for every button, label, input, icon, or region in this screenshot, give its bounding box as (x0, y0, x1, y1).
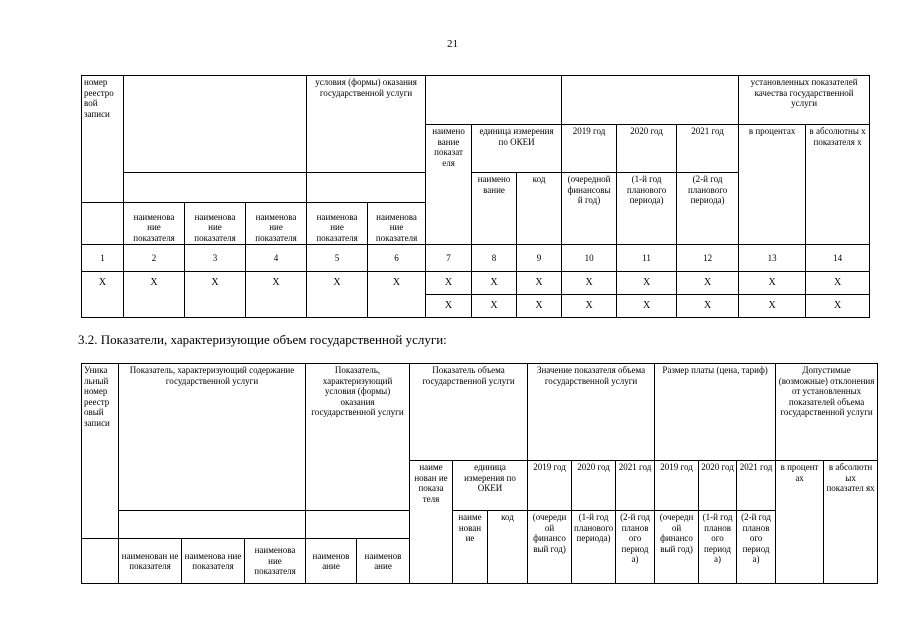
column-number: 7 (426, 245, 472, 272)
column-number: 3 (185, 245, 246, 272)
column-number: 1 (82, 245, 124, 272)
cell-x: X (185, 272, 246, 318)
column-number: 6 (368, 245, 426, 272)
column-number: 9 (517, 245, 562, 272)
cell-x: X (426, 295, 472, 318)
cell-x: X (472, 272, 517, 295)
header-indicator-4: наименова ние показателя (307, 203, 368, 245)
header-2021-sub: (2-й год планового периода) (677, 173, 739, 245)
cell-x: X (562, 272, 617, 295)
cell-x: X (246, 272, 307, 318)
cell-x: X (517, 272, 562, 295)
header-content-3: наименова ние показателя (245, 539, 306, 584)
section-heading: 3.2. Показатели, характеризующие объем государственной услуги: (78, 332, 447, 347)
header-absolute: в абсолютны х показателя х (806, 125, 870, 245)
header-percent: в процент ах (776, 461, 824, 584)
table-row (82, 272, 870, 295)
header-unit: единица измерения по ОКЕИ (453, 461, 528, 511)
cell-x: X (739, 295, 806, 318)
quality-indicators-table (81, 75, 870, 318)
header-indicator-5: наименова ние показателя (368, 203, 426, 245)
cell-x: X (677, 272, 739, 295)
column-number: 2 (124, 245, 185, 272)
cell-x: X (472, 295, 517, 318)
column-number: 8 (472, 245, 517, 272)
header-2019: 2019 год (562, 125, 617, 173)
header-fee-2021-sub: (2-й год планов ого период а) (737, 511, 776, 584)
header-2020: 2020 год (617, 125, 677, 173)
header-2019-sub: (очередной финансовы й год) (562, 173, 617, 245)
cell-x: X (562, 295, 617, 318)
header-unit-code: код (517, 173, 562, 245)
header-indicator-3: наименова ние показателя (246, 203, 307, 245)
page-number: 21 (447, 38, 458, 50)
header-unit-code: код (488, 511, 528, 584)
column-number: 14 (806, 245, 870, 272)
cell-x: X (368, 272, 426, 318)
column-number: 10 (562, 245, 617, 272)
header-volume-indicator: Показатель объема государственной услуги (410, 364, 528, 461)
column-number: 12 (677, 245, 739, 272)
header-indicator-name: наиме нован ие показа теля (410, 461, 453, 584)
header-indicator-1: наименова ние показателя (124, 203, 185, 245)
cell-x: X (677, 295, 739, 318)
cell-x: X (806, 272, 870, 295)
header-value-2020: 2020 год (572, 461, 616, 511)
header-deviation: Допустимые (возможные) отклонения от установленных показателей объема государственной услуги (776, 364, 878, 461)
header-unit-name: наимено вание (472, 173, 517, 245)
header-absolute: в абсолютн ых показател ях (824, 461, 878, 584)
volume-indicators-table (81, 363, 878, 584)
cell-x: X (307, 272, 368, 318)
cell-x: X (517, 295, 562, 318)
cell-x: X (617, 295, 677, 318)
header-record-number: номер реестро вой записи (82, 76, 124, 203)
cell-x: X (617, 272, 677, 295)
header-value-2019: 2019 год (528, 461, 572, 511)
header-fee-2019: 2019 год (655, 461, 699, 511)
cell-x: X (124, 272, 185, 318)
header-indicator-2: наименова ние показателя (185, 203, 246, 245)
header-indicator-name: наимено вание показат еля (426, 125, 472, 245)
column-number: 5 (307, 245, 368, 272)
header-fee-2019-sub: (очередн ой финансо вый год) (655, 511, 699, 584)
header-fee-2020: 2020 год (699, 461, 737, 511)
header-value-2021-sub: (2-й год планов ого период а) (616, 511, 655, 584)
header-content-indicator: Показатель, характеризующий содержание государственной услуги (119, 364, 306, 511)
column-number: 13 (739, 245, 806, 272)
header-fee-2021: 2021 год (737, 461, 776, 511)
header-unique-number: Уника льный номер реестр овый записи (82, 364, 119, 539)
column-number-row (82, 245, 870, 272)
column-number: 4 (246, 245, 307, 272)
header-condition-2: наименов ание (357, 539, 410, 584)
header-content-2: наименова ние показателя (182, 539, 245, 584)
cell-x: X (82, 272, 124, 318)
header-value-2019-sub: (очереди ой финансо вый год) (528, 511, 572, 584)
header-fee: Размер платы (цена, тариф) (655, 364, 776, 461)
header-condition-1: наименов ание (306, 539, 357, 584)
header-conditions: условия (формы) оказания государственной услуги (307, 76, 426, 173)
header-2021: 2021 год (677, 125, 739, 173)
cell-x: X (806, 295, 870, 318)
header-value-2021: 2021 год (616, 461, 655, 511)
header-percent: в процентах (739, 125, 806, 245)
header-unit: единица измерения по ОКЕИ (472, 125, 562, 173)
header-2020-sub: (1-й год планового периода) (617, 173, 677, 245)
header-unit-name: наиме нован ие (453, 511, 488, 584)
header-value-2020-sub: (1-й год планового периода) (572, 511, 616, 584)
cell-x: X (739, 272, 806, 295)
header-content-1: наименован ие показателя (119, 539, 182, 584)
column-number: 11 (617, 245, 677, 272)
header-fee-2020-sub: (1-й год планов ого период а) (699, 511, 737, 584)
cell-x: X (426, 272, 472, 295)
header-conditions-indicator: Показатель, характеризующий условия (формы) оказания государственной услуги (306, 364, 410, 511)
header-volume-value: Значение показателя объема государственной услуги (528, 364, 655, 461)
header-quality: установленных показателей качества государственной услуги (739, 76, 870, 125)
